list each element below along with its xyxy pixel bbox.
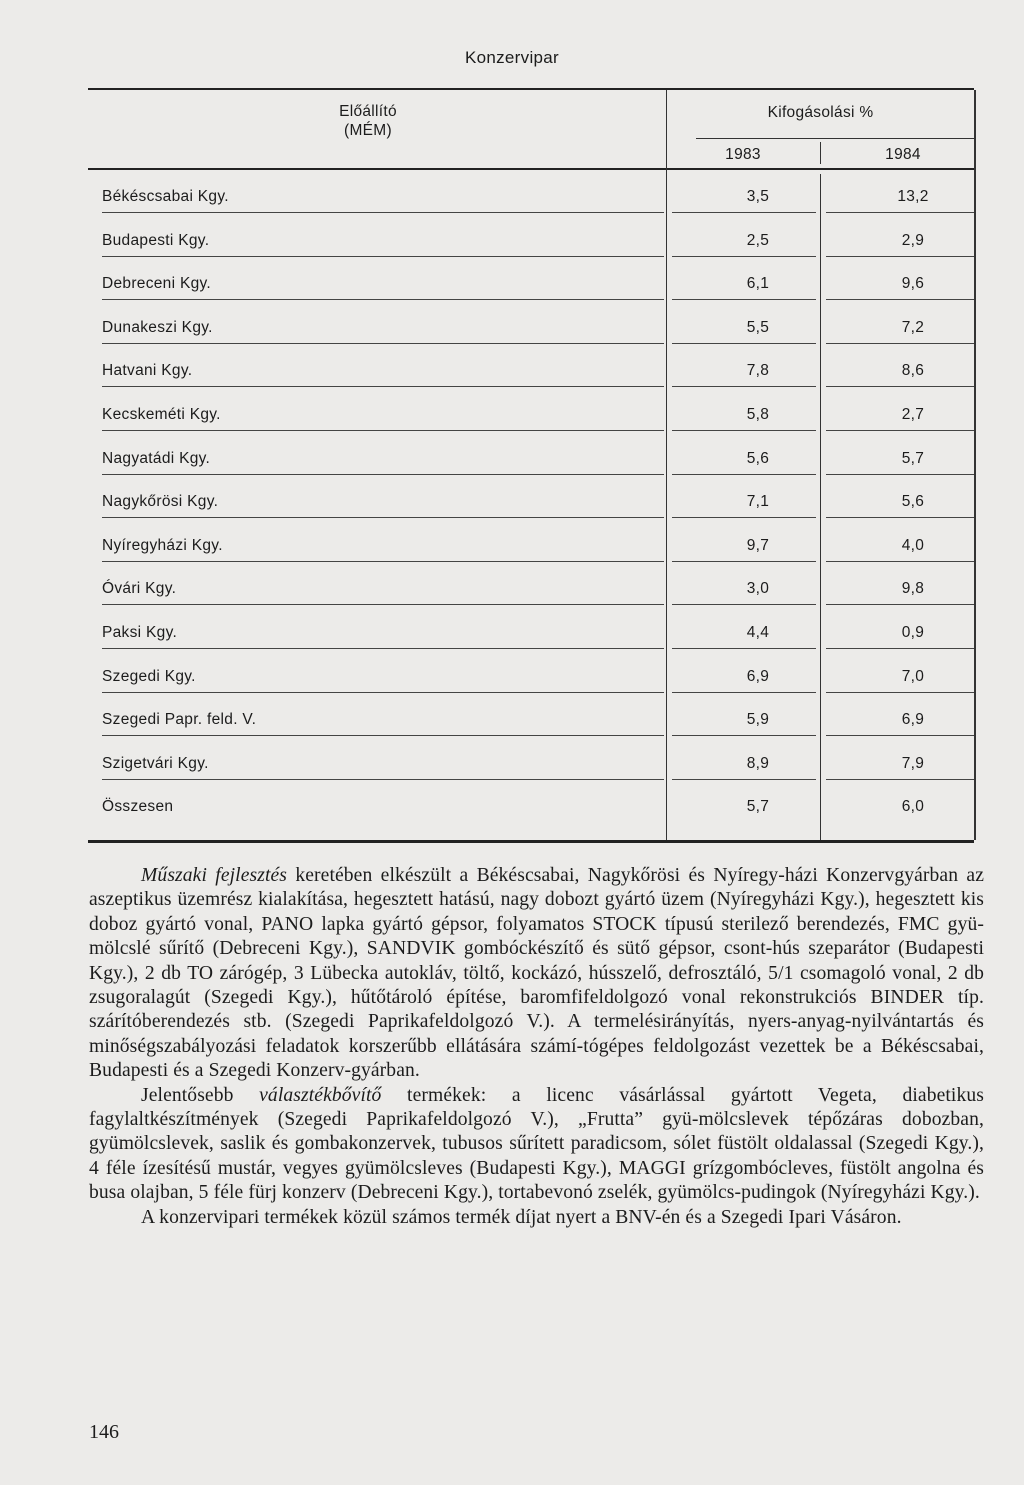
table-body <box>88 188 974 842</box>
row-rule <box>102 256 664 257</box>
paragraph-2 <box>89 1084 984 1206</box>
row-rule <box>826 212 974 213</box>
table-top-rule <box>88 88 974 90</box>
table-row <box>88 580 974 624</box>
producer-name: Budapesti Kgy. <box>102 231 210 249</box>
value-1983: 4,4 <box>746 623 770 641</box>
row-rule <box>102 386 664 387</box>
p1-lead-italic: Műszaki fejlesztés <box>141 865 288 886</box>
row-rule <box>672 343 816 344</box>
producer-name: Nyíregyházi Kgy. <box>102 536 223 554</box>
value-1984: 5,7 <box>901 449 925 467</box>
value-1984: 2,9 <box>901 231 925 249</box>
producer-name: Békéscsabai Kgy. <box>102 188 229 205</box>
table-row <box>88 711 974 755</box>
value-1983: 5,6 <box>746 449 770 467</box>
row-rule <box>102 299 664 300</box>
row-rule <box>672 474 816 475</box>
table-row <box>88 668 974 712</box>
row-rule <box>672 430 816 431</box>
value-1984: 8,6 <box>901 362 925 380</box>
header-year-1983: 1983 <box>725 146 761 163</box>
producer-name: Szigetvári Kgy. <box>102 754 209 772</box>
table-header-rule <box>88 168 974 170</box>
value-1983: 8,9 <box>746 754 770 772</box>
table-row <box>88 493 974 537</box>
value-1984: 5,6 <box>901 493 925 511</box>
row-rule <box>826 343 974 344</box>
row-rule <box>672 517 816 518</box>
row-rule <box>672 692 816 693</box>
value-1983: 6,9 <box>746 667 770 685</box>
row-rule <box>672 256 816 257</box>
defect-rate-table <box>88 88 974 843</box>
row-rule <box>826 648 974 649</box>
row-rule <box>672 779 816 780</box>
value-1983: 5,9 <box>746 711 770 729</box>
row-rule <box>826 604 974 605</box>
value-1984: 6,0 <box>901 798 925 816</box>
row-rule <box>826 692 974 693</box>
table-row <box>88 406 974 450</box>
row-rule <box>102 430 664 431</box>
producer-name: Dunakeszi Kgy. <box>102 318 213 336</box>
row-rule <box>826 299 974 300</box>
row-rule <box>826 735 974 736</box>
row-rule <box>672 212 816 213</box>
producer-name: Nagyatádi Kgy. <box>102 449 211 467</box>
value-1984: 13,2 <box>897 188 929 205</box>
row-rule <box>102 343 664 344</box>
value-1984: 4,0 <box>901 536 925 554</box>
row-rule <box>672 386 816 387</box>
producer-name: Nagykőrösi Kgy. <box>102 493 219 511</box>
table-right-edge <box>974 90 976 840</box>
producer-name: Kecskeméti Kgy. <box>102 405 221 423</box>
body-text <box>89 864 984 1230</box>
year-divider <box>820 142 821 164</box>
value-1983: 5,7 <box>746 798 770 816</box>
row-rule <box>102 692 664 693</box>
producer-name: Szegedi Papr. feld. V. <box>102 711 257 729</box>
row-rule <box>826 386 974 387</box>
group-subrule <box>696 138 974 139</box>
p2-italic: választékbővítő <box>259 1084 382 1106</box>
running-header: Konzervipar <box>464 48 559 67</box>
row-rule <box>826 474 974 475</box>
row-rule <box>826 561 974 562</box>
value-1984: 9,8 <box>901 580 925 598</box>
table-row <box>88 537 974 581</box>
value-1983: 3,5 <box>746 188 770 205</box>
row-rule <box>102 561 664 562</box>
row-rule <box>102 779 664 780</box>
row-rule <box>672 604 816 605</box>
producer-name: Hatvani Kgy. <box>102 362 193 380</box>
producer-name: Paksi Kgy. <box>102 623 178 641</box>
value-1983: 5,5 <box>746 318 770 336</box>
p2-body: termékek: a licenc vásárlással gyártott Vegeta, diabetikus fagylaltkészítmények (Szegedi Paprikafeldolgozó V.), „Frutta” gyü-mölcslevek tépőzáras dobozban, gyümölcslevek, saslik és gombakonzervek, tubusos sűrített paradicsom, sólet füstölt oldalassal (Szegedi Kgy.), 4 féle ízesítésű mustár, vegyes gyümölcsleves (Budapesti Kgy.), MAGGI grízgombócleves, füstölt angolna és busa olajban, 5 féle fürj konzerv (Debreceni Kgy.), tortabevonó zselék, gyümölcs-pudingok (Nyíregyházi Kgy.). <box>89 1084 984 1204</box>
table-row <box>88 362 974 406</box>
p2-start: Jelentősebb <box>141 1084 260 1106</box>
row-rule <box>672 648 816 649</box>
producer-name: Óvári Kgy. <box>102 580 177 598</box>
table-row <box>88 624 974 668</box>
paragraph-3: A konzervipari termékek közül számos termék díjat nyert a BNV-én és a Szegedi Ipari Vásáron. <box>141 1206 902 1228</box>
table-row <box>88 319 974 363</box>
value-1983: 5,8 <box>746 405 770 423</box>
row-rule <box>826 256 974 257</box>
table-row <box>88 188 974 232</box>
header-producer <box>288 102 448 140</box>
table-row <box>88 798 974 842</box>
paragraph-1 <box>89 864 984 1084</box>
value-1983: 7,1 <box>746 493 770 511</box>
value-1984: 9,6 <box>901 275 925 293</box>
value-1984: 7,0 <box>901 667 925 685</box>
producer-name: Összesen <box>102 798 174 816</box>
row-rule <box>826 779 974 780</box>
row-rule <box>102 212 664 213</box>
producer-name: Szegedi Kgy. <box>102 667 196 685</box>
table-row <box>88 232 974 276</box>
value-1984: 2,7 <box>901 405 925 423</box>
value-1984: 7,2 <box>901 318 925 336</box>
table-row <box>88 275 974 319</box>
value-1983: 9,7 <box>746 536 770 554</box>
value-1983: 2,5 <box>746 231 770 249</box>
row-rule <box>826 430 974 431</box>
row-rule <box>102 474 664 475</box>
value-1983: 6,1 <box>746 275 770 293</box>
row-rule <box>102 648 664 649</box>
page-number: 146 <box>89 1421 119 1443</box>
value-1984: 6,9 <box>901 711 925 729</box>
row-rule <box>672 735 816 736</box>
header-producer-label: Előállító (MÉM) <box>339 103 397 139</box>
row-rule <box>102 735 664 736</box>
value-1983: 3,0 <box>746 580 770 598</box>
header-year-1984: 1984 <box>885 146 921 163</box>
value-1984: 7,9 <box>901 754 925 772</box>
row-rule <box>102 517 664 518</box>
row-rule <box>826 517 974 518</box>
value-1983: 7,8 <box>746 362 770 380</box>
row-rule <box>672 299 816 300</box>
table-row <box>88 755 974 799</box>
row-rule <box>672 561 816 562</box>
row-rule <box>102 604 664 605</box>
p1-body: keretében elkészült a Békéscsabai, Nagykőrösi és Nyíregy-házi Konzervgyárban az aszeptikus üzemrész kialakítása, hegesztett hatású, nagy dobozt gyártó üzem (Nyíregyházi Kgy.), hegesztett kis doboz gyártó vonal, PANO lapka gyártó gépsor, folyamatos STOCK típusú sterilező berendezés, FMC gyü-mölcslé sűrítő (Debreceni Kgy.), SANDVIK gombóckészítő és sütő gépsor, csont-hús szeparátor (Budapesti Kgy.), 2 db TO zárógép, 3 Lübecka autokláv, töltő, kockázó, hússzelő, defrosztáló, 5/1 csomagoló vonal, 2 db zsugoralagút (Szegedi Kgy.), hűtőtároló építése, baromfifeldolgozó vonal rekonstrukciós BINDER típ. szárítóberendezés stb. (Szegedi Paprikafeldolgozó V.). A termelésirányítás, nyers-anyag-nyilvántartás és minőségszabályozási feladatok korszerűbb ellátására számí-tógépes feldolgozást vezettek be a Békéscsabai, Budapesti és a Szegedi Konzerv-gyárban. <box>89 865 985 1082</box>
producer-name: Debreceni Kgy. <box>102 275 212 293</box>
table-row <box>88 450 974 494</box>
value-1984: 0,9 <box>901 623 925 641</box>
header-defect-percent: Kifogásolási % <box>767 104 874 121</box>
